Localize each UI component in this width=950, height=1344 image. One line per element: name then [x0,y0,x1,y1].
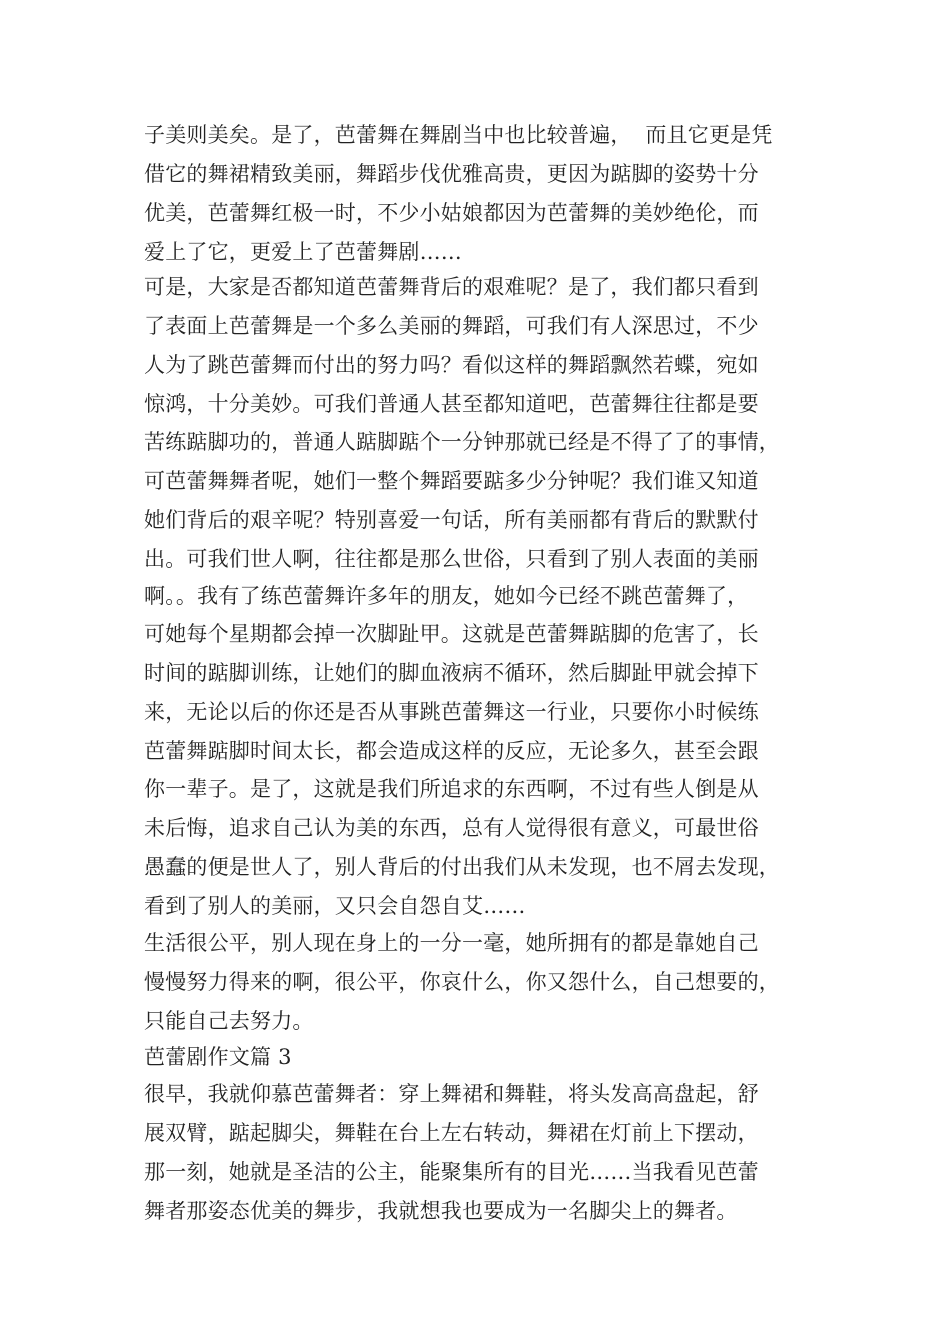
section-heading: 芭蕾剧作文篇 3 [144,1045,292,1069]
text-line: 只能自己去努力。 [144,1009,314,1033]
text-line: 你一辈子。是了，这就是我们所追求的东西啊，不过有些人倒是从 [144,777,759,801]
text-line: 慢慢努力得来的啊，很公平，你哀什么，你又怨什么，自己想要的， [144,970,780,994]
text-line: 了表面上芭蕾舞是一个多么美丽的舞蹈，可我们有人深思过，不少 [144,314,759,338]
text-line: 人为了跳芭蕾舞而付出的努力吗？看似这样的舞蹈飘然若蝶，宛如 [144,353,759,377]
text-line: 借它的舞裙精致美丽，舞蹈步伐优雅高贵，更因为踮脚的姿势十分 [144,162,759,186]
text-line: 生活很公平，别人现在身上的一分一毫，她所拥有的都是靠她自己 [144,931,759,955]
text-line: 爱上了它，更爱上了芭蕾舞剧…… [144,240,462,264]
text-line: 可她每个星期都会掉一次脚趾甲。这就是芭蕾舞踮脚的危害了，长 [144,622,759,646]
text-line: 惊鸿，十分美妙。可我们普通人甚至都知道吧，芭蕾舞往往都是要 [144,392,759,416]
text-line: 她们背后的艰辛呢？特别喜爱一句话，所有美丽都有背后的默默付 [144,508,759,532]
text-line: 啊。。我有了练芭蕾舞许多年的朋友，她如今已经不跳芭蕾舞了， [144,584,749,608]
text-line: 可是，大家是否都知道芭蕾舞背后的艰难呢？是了，我们都只看到 [144,275,759,299]
text-line: 那一刻，她就是圣洁的公主，能聚集所有的目光……当我看见芭蕾 [144,1160,759,1184]
text-line: 看到了别人的美丽，又只会自怨自艾…… [144,894,526,918]
text-line: 时间的踮脚训练，让她们的脚血液病不循环，然后脚趾甲就会掉下 [144,661,759,685]
text-line: 出。可我们世人啊，往往都是那么世俗，只看到了别人表面的美丽 [144,547,759,571]
text-line: 芭蕾舞踮脚时间太长，都会造成这样的反应，无论多久，甚至会跟 [144,739,759,763]
text-line: 可芭蕾舞舞者呢，她们一整个舞蹈要踮多少分钟呢？我们谁又知道 [144,469,759,493]
text-line: 优美，芭蕾舞红极一时，不少小姑娘都因为芭蕾舞的美妙绝伦，而 [144,201,759,225]
text-line: 舞者那姿态优美的舞步，我就想我也要成为一名脚尖上的舞者。 [144,1199,738,1223]
text-line: 子美则美矣。是了，芭蕾舞在舞剧当中也比较普遍， 而且它更是凭 [144,123,773,147]
text-line: 很早，我就仰慕芭蕾舞者：穿上舞裙和舞鞋，将头发高高盘起，舒 [144,1082,759,1106]
text-line: 苦练踮脚功的，普通人踮脚踮个一分钟那就已经是不得了了的事情， [144,430,780,454]
text-line: 来，无论以后的你还是否从事跳芭蕾舞这一行业，只要你小时候练 [144,700,759,724]
text-line: 展双臂，踮起脚尖，舞鞋在台上左右转动，舞裙在灯前上下摆动， [144,1121,759,1145]
text-line: 未后悔，追求自己认为美的东西，总有人觉得很有意义，可最世俗 [144,816,759,840]
text-line: 愚蠢的便是世人了，别人背后的付出我们从未发现，也不屑去发现， [144,855,780,879]
